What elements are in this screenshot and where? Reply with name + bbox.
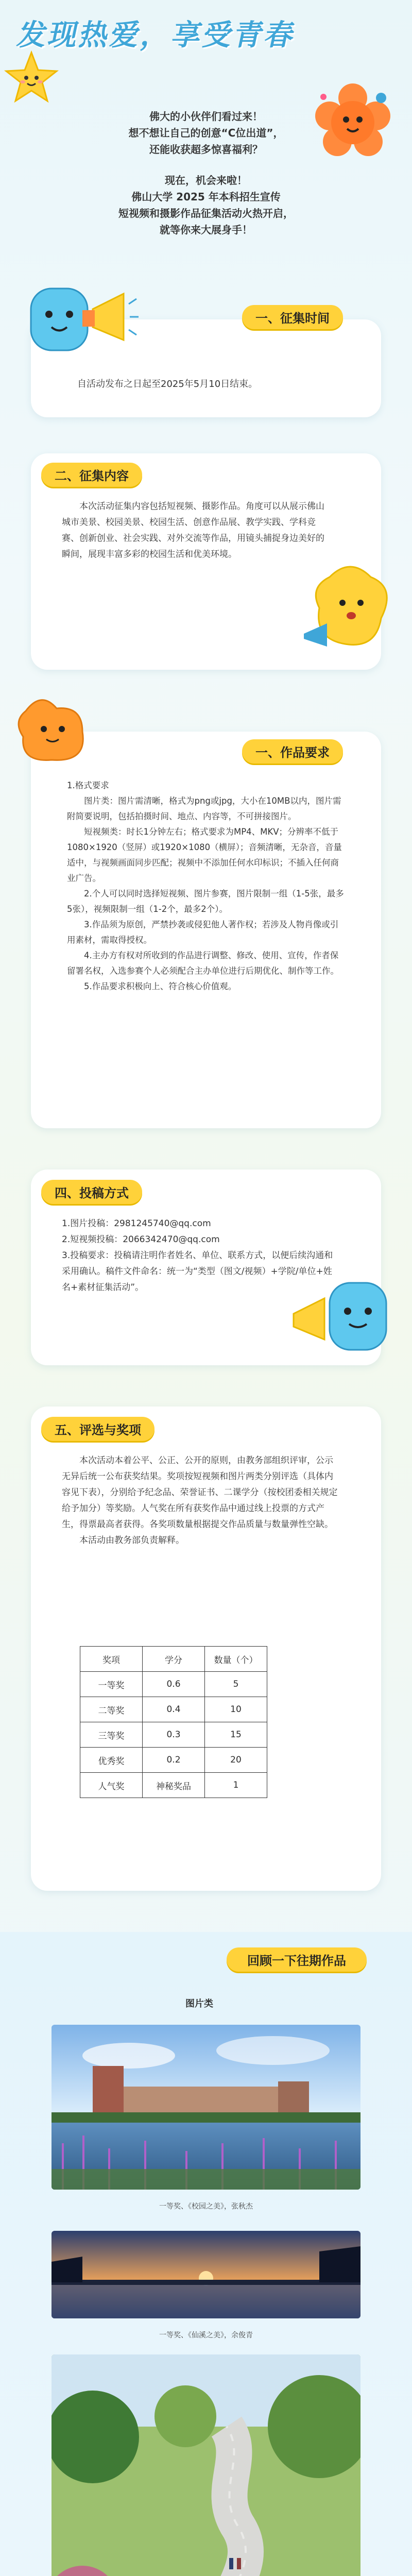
- intro-line: 现在，机会来啦！: [165, 174, 247, 187]
- awards-table: [80, 1646, 267, 1798]
- blue-mascot-icon: [288, 1267, 402, 1365]
- requirement-item: 短视频类：时长1分钟左右；格式要求为MP4、MKV；分辨率不低于 1080×1920（竖屏）或1920×1080（横屏）；音频清晰，无杂音，音量适中，与视频画面同步匹配；视频中不添加任何水印标识；不插入任何商业广告。: [67, 827, 342, 883]
- table-cell: 0.3: [143, 1722, 205, 1748]
- table-row: [80, 1773, 267, 1798]
- table-cell: 神秘奖品: [143, 1773, 205, 1798]
- table-header: 数量（个）: [205, 1647, 267, 1672]
- photo-campus: [52, 2025, 360, 2190]
- section-title-submit: 四、投稿方式: [41, 1180, 142, 1204]
- table-header: 学分: [143, 1647, 205, 1672]
- star-mascot-icon: [3, 49, 60, 106]
- requirement-item: 5.作品要求积极向上、符合核心价值观。: [84, 981, 237, 991]
- orange-mascot-icon: [10, 690, 98, 768]
- requirement-item: 2.个人可以同时选择短视频、图片参赛，图片限制一组（1-5张，最多5张），视频限制一组（1-2个，最多2个）。: [67, 889, 344, 914]
- table-cell: 0.6: [143, 1672, 205, 1697]
- table-cell: 20: [205, 1748, 267, 1773]
- intro-line: 佛大的小伙伴们看过来！: [149, 110, 263, 123]
- megaphone-mascot-icon: [21, 278, 139, 366]
- photo-sunset: [52, 2231, 360, 2318]
- intro-line: 想不想让自己的创意“C位出道”，: [128, 127, 284, 139]
- requirement-item: 1.格式要求: [67, 781, 109, 790]
- table-cell: 0.4: [143, 1697, 205, 1722]
- table-row: [80, 1697, 267, 1722]
- table-cell: 三等奖: [80, 1722, 143, 1748]
- table-cell: 0.2: [143, 1748, 205, 1773]
- section-time-text: 自活动发布之日起至2025年5月10日结束。: [77, 379, 258, 389]
- submit-item: 2.短视频投稿：2066342470@qq.com: [62, 1234, 220, 1245]
- section-title-content: 二、征集内容: [41, 463, 142, 487]
- intro-line: 佛山大学 2025 年本科招生宣传: [131, 191, 281, 203]
- photo-path: [52, 2354, 360, 2576]
- section-title-time: 一、征集时间: [242, 305, 343, 329]
- submit-item: 1.图片投稿：2981245740@qq.com: [62, 1218, 211, 1229]
- intro-line: 还能收获超多惊喜福利？: [149, 143, 263, 156]
- photo-caption: 一等奖、《校园之美》，张秋杰: [159, 2202, 253, 2211]
- requirement-item: 3.作品须为原创，严禁抄袭或侵犯他人著作权；若涉及人物肖像或引用素材，需取得授权。: [67, 920, 339, 945]
- submit-item: 3.投稿要求：投稿请注明作者姓名、单位、联系方式，以便后续沟通和采用确认。稿件文件命名：统一为“类型（图文/视频）+学院/单位+姓名+素材征集活动”。: [62, 1250, 333, 1293]
- table-header: 奖项: [80, 1647, 143, 1672]
- hero-title: 发现热爱，享受青春: [14, 19, 300, 52]
- table-cell: 优秀奖: [80, 1748, 143, 1773]
- review-title: 回顾一下往期作品: [227, 1947, 367, 1972]
- section-requirements-list: [67, 778, 345, 994]
- table-row: [80, 1672, 267, 1697]
- intro-text: [62, 108, 350, 238]
- section-title-requirements: 一、作品要求: [242, 739, 343, 764]
- awards-paragraph: 本次活动本着公平、公正、公开的原则，由教务部组织评审，公示无异后统一公布获奖结果。奖项按短视频和图片两类分别评选（具体内容见下表），分别给予纪念品、荣誉证书、二课学分（按校团委相关规定给予加分）等奖励。人气奖在所有获奖作品中通过线上投票的方式产生，得票最高者获得。各奖项数量根据提交作品质量与数量弹性空缺。: [62, 1455, 338, 1530]
- table-cell: 15: [205, 1722, 267, 1748]
- section-title-awards: 五、评选与奖项: [41, 1417, 154, 1441]
- table-cell: 人气奖: [80, 1773, 143, 1798]
- requirement-item: 4.主办方有权对所收到的作品进行调整、修改、使用、宣传，作者保留署名权，入选参赛个人必须配合主办单位进行后期优化、制作等工作。: [67, 951, 339, 976]
- section-content-text: 本次活动征集内容包括短视频、摄影作品。角度可以从展示佛山城市美景、校园美景、校园生活、创意作品展、教学实践、学科竞赛、创新创业、社会实践、对外交流等作品，用镜头捕捉身边美好的瞬间，展现丰富多彩的校园生活和优美环境。: [62, 501, 324, 560]
- review-category: 图片类: [185, 1998, 213, 2009]
- section-awards-text: [62, 1453, 340, 1549]
- table-cell: 5: [205, 1672, 267, 1697]
- table-cell: 1: [205, 1773, 267, 1798]
- requirement-item: 图片类：图片需清晰，格式为png或jpg，大小在10MB以内，图片需附简要说明，包括拍摄时间、地点、内容等，不可拼接图片。: [67, 796, 341, 821]
- table-header-row: [80, 1647, 267, 1672]
- intro-line: 短视频和摄影作品征集活动火热开启，: [118, 207, 294, 219]
- yellow-mascot-icon: [299, 556, 407, 659]
- table-row: [80, 1748, 267, 1773]
- table-cell: 10: [205, 1697, 267, 1722]
- awards-paragraph: 本活动由教务部负责解释。: [79, 1535, 184, 1546]
- intro-line: 就等你来大展身手！: [160, 224, 252, 236]
- table-row: [80, 1722, 267, 1748]
- photo-caption: 一等奖、《仙溪之美》，余俊青: [159, 2331, 253, 2340]
- table-cell: 一等奖: [80, 1672, 143, 1697]
- table-cell: 二等奖: [80, 1697, 143, 1722]
